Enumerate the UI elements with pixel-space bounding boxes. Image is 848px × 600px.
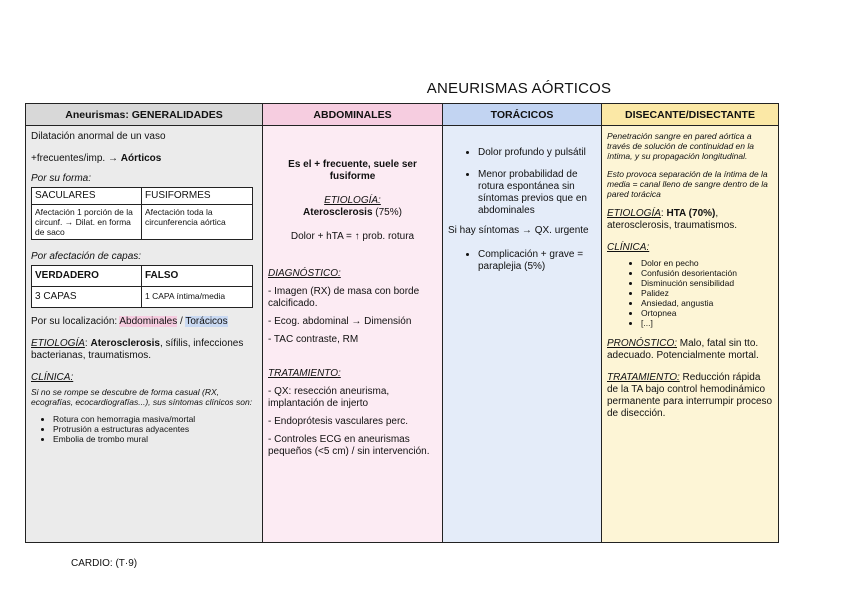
- list-item: • Embolia de trombo mural: [53, 434, 257, 444]
- localization-text: Por su localización: Abdominales / Torácicos: [31, 316, 228, 327]
- saculares-header: SACULARES: [32, 188, 142, 205]
- column-header: ABDOMINALES: [263, 104, 442, 126]
- saculares-desc: Afectación 1 porción de la circunf. → Dilat. en forma de saco: [32, 205, 142, 240]
- intro-text-2: Esto provoca separación de la íntima de la media = canal lleno de sangre dentro de la pared torácica: [607, 169, 768, 199]
- treatment-label: TRATAMIENTO:: [268, 368, 341, 379]
- column-disecante: [602, 104, 778, 542]
- treatment-item: - QX: resección aneurisma, implantación de injerto: [268, 386, 390, 409]
- column-generalidades: [26, 104, 263, 542]
- list-item: • Rotura con hemorragia masiva/mortal: [53, 414, 257, 424]
- list-item: • [...]: [641, 318, 773, 328]
- clinic-list: [607, 258, 773, 328]
- list-item: • Ortopnea: [641, 308, 773, 318]
- urgent-text: Si hay síntomas → QX. urgente: [448, 225, 589, 236]
- diagnosis-item: - Imagen (RX) de masa con borde calcificado.: [268, 286, 420, 309]
- abdominales-tag: Abdominales: [119, 316, 178, 327]
- fusiformes-header: FUSIFORMES: [142, 188, 253, 205]
- column-header: TORÁCICOS: [443, 104, 601, 126]
- treatment-item: - Controles ECG en aneurismas pequeños (<5 cm) / sin intervención.: [268, 434, 430, 457]
- toracicos-tag: Torácicos: [185, 316, 228, 327]
- clinic-text: Si no se rompe se descubre de forma casual (RX, ecografías, ecocardiografías...), sus síntomas clínicos son:: [31, 387, 253, 407]
- etiology-text: Aterosclerosis (75%): [303, 207, 402, 218]
- column-body: [26, 126, 262, 542]
- column-abdominales: [263, 104, 443, 542]
- layers-label: Por afectación de capas:: [31, 251, 142, 262]
- list-item: • Dolor profundo y pulsátil: [478, 147, 596, 159]
- column-body: [602, 126, 778, 542]
- clinic-list: [31, 414, 257, 444]
- footer-label: CARDIO: (T·9): [71, 558, 138, 569]
- column-header: Aneurismas: GENERALIDADES: [26, 104, 262, 126]
- list-item: • Ansiedad, angustia: [641, 298, 773, 308]
- column-header: DISECANTE/DISECTANTE: [602, 104, 778, 126]
- list-item: • Complicación + grave = paraplejia (5%): [478, 249, 596, 273]
- list-item: • Menor probabilidad de rotura espontánea sin síntomas previos que en abdominales: [478, 169, 596, 217]
- intro-text: Penetración sangre en pared aórtica a través de solución de continuidad en la íntima, y su propagación longitudinal.: [607, 131, 754, 161]
- form-table: [31, 187, 253, 240]
- frequent-text: +frecuentes/imp. → Aórticos: [31, 153, 162, 164]
- prognosis-text: PRONÓSTICO: Malo, fatal sin tto. adecuado. Potencialmente mortal.: [607, 338, 759, 361]
- etiology-text: ETIOLOGÍA: HTA (70%), aterosclerosis, traumatismos.: [607, 208, 738, 231]
- page-title: ANEURISMAS AÓRTICOS: [426, 80, 612, 97]
- column-body: [263, 126, 442, 542]
- list-item: • Palidez: [641, 288, 773, 298]
- definition-text: Dilatación anormal de un vaso: [31, 131, 166, 142]
- diagnosis-item: - Ecog. abdominal → Dimensión: [268, 316, 412, 327]
- verdadero-desc: 3 CAPAS: [32, 287, 142, 308]
- list-item: • Protrusión a estructuras adyacentes: [53, 424, 257, 434]
- risk-text: Dolor + hTA = ↑ prob. rotura: [290, 231, 415, 242]
- treatment-item: - Endoprótesis vasculares perc.: [268, 416, 409, 427]
- clinic-label: CLÍNICA:: [31, 372, 74, 383]
- column-body: [443, 126, 601, 542]
- clinic-label: CLÍNICA:: [607, 242, 650, 253]
- list-item: • Confusión desorientación: [641, 268, 773, 278]
- treatment-text: TRATAMIENTO: Reducción rápida de la TA bajo control hemodinámico permanente para interrumpir proceso de disección.: [607, 372, 773, 419]
- list-item: • Dolor en pecho: [641, 258, 773, 268]
- etiology-text: ETIOLOGÍA: Aterosclerosis, sífilis, infecciones bacterianas, traumatismos.: [31, 338, 244, 361]
- complication-list: [448, 249, 596, 273]
- form-label: Por su forma:: [31, 173, 92, 184]
- list-item: • Disminución sensibilidad: [641, 278, 773, 288]
- lead-text: Es el + frecuente, suele ser fusiforme: [288, 159, 417, 182]
- verdadero-header: VERDADERO: [32, 266, 142, 287]
- symptoms-list: [448, 147, 596, 217]
- column-toracicos: [443, 104, 602, 542]
- diagnosis-item: - TAC contraste, RM: [268, 334, 359, 345]
- layers-table: [31, 265, 253, 308]
- etiology-label: ETIOLOGÍA:: [324, 195, 381, 206]
- diagnosis-label: DIAGNÓSTICO:: [268, 268, 341, 279]
- falso-header: FALSO: [142, 266, 253, 287]
- falso-desc: 1 CAPA íntima/media: [142, 287, 253, 308]
- fusiformes-desc: Afectación toda la circunferencia aórtica: [142, 205, 253, 240]
- summary-table: [25, 103, 779, 543]
